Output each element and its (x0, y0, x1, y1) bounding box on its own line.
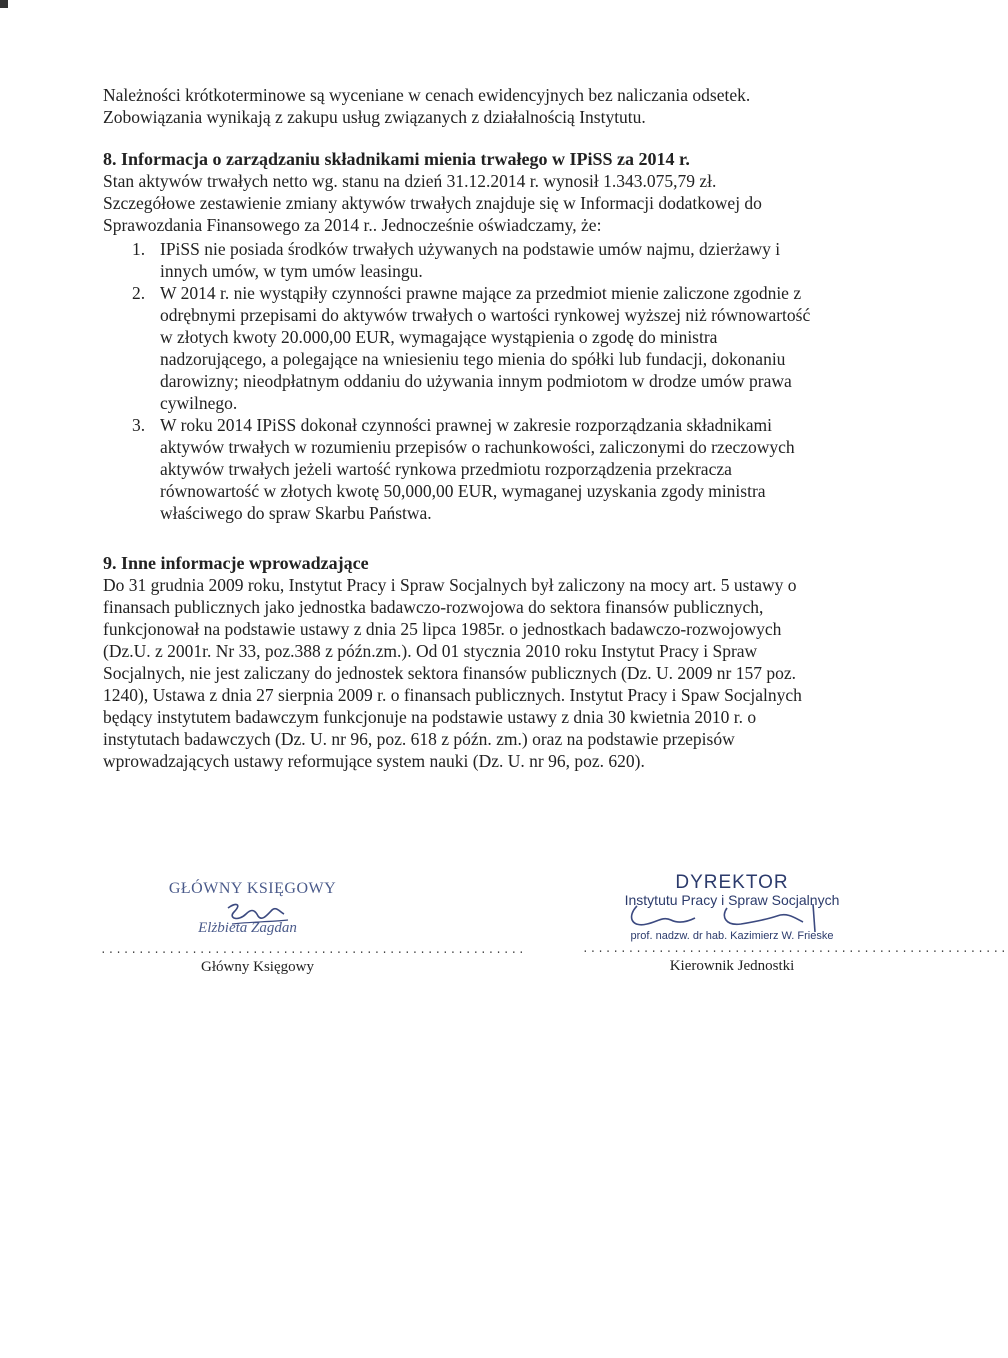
section9-heading: 9. Inne informacje wprowadzające (103, 553, 369, 573)
signature-block-left (100, 880, 526, 976)
stamp-org-right: Instytutu Pracy i Spraw Socjalnych (624, 892, 840, 908)
list-item-number: 1. (132, 239, 146, 259)
stamp-title-left: GŁÓWNY KSIĘGOWY (168, 880, 337, 897)
scan-corner-mark (0, 0, 8, 8)
list-item-line: W roku 2014 IPiSS dokonał czynności prawnej w zakresie rozporządzania składnikami (160, 415, 773, 435)
list-item-line: aktywów trwałych w rozumieniu przepisów o rachunkowości, zaliczonymi do rzeczowych (160, 437, 795, 457)
stamp-name-right: prof. nadzw. dr hab. Kazimierz W. Frieske (630, 930, 834, 942)
section9-line: będący instytutem badawczym funkcjonuje na podstawie ustawy z dnia 30 kwietnia 2010 r. o (103, 707, 757, 727)
section9-line: 1240), Ustawa z dnia 27 sierpnia 2009 r. o finansach publicznych. Instytut Pracy i Spaw Socjalnych (103, 685, 802, 705)
intro-paragraph (103, 84, 750, 128)
list-item-line: innych umów, w tym umów leasingu. (160, 261, 423, 281)
signature-caption-left: Główny Księgowy (201, 959, 314, 975)
intro-line: Zobowiązania wynikają z zakupu usług związanych z działalnością Instytutu. (103, 107, 646, 127)
section9-line: funkcjonował na podstawie ustawy z dnia 25 lipca 1985r. o jednostkach badawczo-rozwojowych (103, 619, 782, 639)
signature-line-right: ........................................................ (582, 944, 1008, 956)
list-item-line: właściwego do spraw Skarbu Państwa. (160, 503, 432, 523)
section8-line: Sprawozdania Finansowego za 2014 r.. Jednocześnie oświadczamy, że: (103, 215, 602, 235)
section8-heading: 8. Informacja o zarządzaniu składnikami mienia trwałego w IPiSS za 2014 r. (103, 149, 690, 169)
signature-block-right (582, 872, 1008, 975)
signature-caption-right: Kierownik Jednostki (669, 958, 795, 974)
list-item-line: odrębnymi przepisami do aktywów trwałych o wartości rynkowej wyższej niż równowartość (160, 305, 811, 325)
stamp-title-right: DYREKTOR (675, 872, 789, 893)
section9-line: (Dz.U. z 2001r. Nr 33, poz.388 z późn.zm.). Od 01 stycznia 2010 roku Instytut Pracy i Spraw (103, 641, 758, 661)
section9-paragraph (103, 574, 802, 772)
list-item-line: nadzorującego, a polegające na wniesieniu tego mienia do spółki lub fundacji, dokonaniu (160, 349, 786, 369)
section9-line: finansach publicznych jako jednostka badawczo-rozwojowa do sektora finansów publicznych, (103, 597, 764, 617)
list-item-line: darowizny; nieodpłatnym oddaniu do używania innym podmiotom w drodze umów prawa (160, 371, 792, 391)
list-item-number: 3. (132, 415, 146, 435)
section8-list (132, 238, 810, 524)
section8-line: Szczegółowe zestawienie zmiany aktywów trwałych znajduje się w Informacji dodatkowej do (103, 193, 762, 213)
list-item (132, 282, 810, 414)
intro-line: Należności krótkoterminowe są wyceniane w cenach ewidencyjnych bez naliczania odsetek. (103, 85, 751, 105)
stamp-name-left: Elżbieta Zagdan (198, 920, 297, 936)
list-item-line: IPiSS nie posiada środków trwałych używanych na podstawie umów najmu, dzierżawy i (160, 239, 781, 259)
section9-line: Socjalnych, nie jest zaliczany do jednostek sektora finansów publicznych (Dz. U. 2009 nr 157 poz. (103, 663, 797, 683)
list-item-line: w złotych kwoty 20.000,00 EUR, wymagające wystąpienia o zgodę do ministra (160, 327, 718, 347)
section9-line: instytutach badawczych (Dz. U. nr 96, poz. 618 z późn. zm.) oraz na podstawie przepisów (103, 729, 735, 749)
list-item (132, 238, 810, 282)
list-item-line: aktywów trwałych jeżeli wartość rynkowa przedmiotu rozporządzenia przekracza (160, 459, 732, 479)
section9-line: Do 31 grudnia 2009 roku, Instytut Pracy i Spraw Socjalnych był zaliczony na mocy art. 5 ustawy o (103, 575, 797, 595)
section8-paragraph (103, 170, 762, 236)
section9-line: wprowadzających ustawy reformujące system nauki (Dz. U. nr 96, poz. 620). (103, 751, 645, 771)
list-item-line: cywilnego. (160, 393, 238, 413)
list-item (132, 414, 810, 524)
list-item-line: równowartość w złotych kwotę 50,000,00 EUR, wymaganej uzyskania zgody ministra (160, 481, 766, 501)
list-item-line: W 2014 r. nie wystąpiły czynności prawne mające za przedmiot mienie zaliczone zgodnie z (160, 283, 802, 303)
signature-line-left: ........................................................ (100, 945, 526, 957)
section8-line: Stan aktywów trwałych netto wg. stanu na dzień 31.12.2014 r. wynosił 1.343.075,79 zł. (103, 171, 717, 191)
list-item-number: 2. (132, 283, 146, 303)
